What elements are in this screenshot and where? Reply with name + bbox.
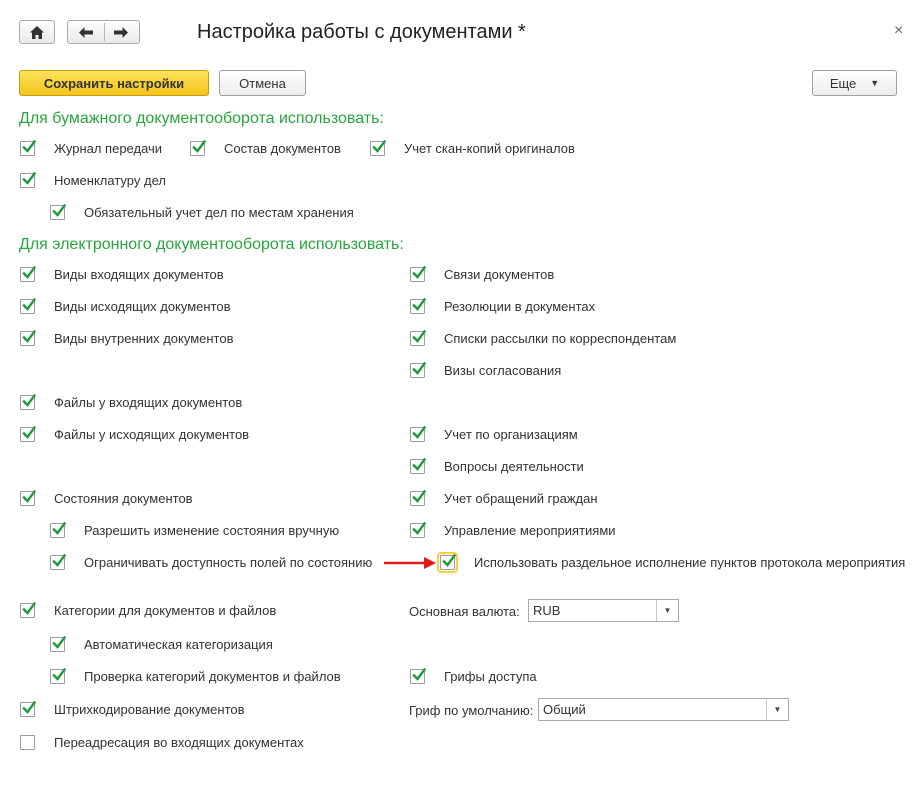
checkmark-icon [412, 458, 426, 472]
storage-label: Обязательный учет дел по местам хранения [84, 205, 354, 220]
check-categories-label: Проверка категорий документов и файлов [84, 669, 341, 684]
checkmark-icon [192, 140, 206, 154]
close-icon[interactable]: × [894, 22, 904, 39]
incoming-types-label: Виды входящих документов [54, 267, 224, 282]
currency-label: Основная валюта: [409, 604, 520, 619]
forward-button[interactable] [104, 27, 140, 38]
journal-checkbox[interactable] [20, 141, 35, 156]
back-button[interactable] [68, 27, 104, 38]
citizens-checkbox[interactable] [410, 491, 425, 506]
readdress-checkbox[interactable] [20, 735, 35, 750]
mailing-checkbox[interactable] [410, 331, 425, 346]
home-icon [30, 26, 44, 39]
separate-execution-label: Использовать раздельное исполнение пунктов протокола мероприятия [474, 555, 906, 570]
scans-label: Учет скан-копий оригиналов [404, 141, 575, 156]
checkmark-icon [22, 172, 36, 186]
incoming-types-checkbox[interactable] [20, 267, 35, 282]
visas-checkbox[interactable] [410, 363, 425, 378]
checkmark-icon [412, 668, 426, 682]
readdress-label: Переадресация во входящих документах [54, 735, 304, 750]
organizations-label: Учет по организациям [444, 427, 578, 442]
restrict-fields-label: Ограничивать доступность полей по состоянию [84, 555, 373, 570]
checkmark-icon [22, 394, 36, 408]
checkmark-icon [52, 668, 66, 682]
incoming-files-checkbox[interactable] [20, 395, 35, 410]
activity-checkbox[interactable] [410, 459, 425, 474]
outgoing-types-checkbox[interactable] [20, 299, 35, 314]
checkmark-icon [412, 362, 426, 376]
currency-value: RUB [533, 603, 561, 618]
resolutions-checkbox[interactable] [410, 299, 425, 314]
checkmark-icon [22, 602, 36, 616]
internal-types-label: Виды внутренних документов [54, 331, 234, 346]
barcoding-label: Штрихкодирование документов [54, 702, 245, 717]
composition-label: Состав документов [224, 141, 341, 156]
composition-checkbox[interactable] [190, 141, 205, 156]
states-checkbox[interactable] [20, 491, 35, 506]
cancel-button[interactable]: Отмена [219, 70, 306, 96]
auto-categorization-label: Автоматическая категоризация [84, 637, 273, 652]
outgoing-files-checkbox[interactable] [20, 427, 35, 442]
links-label: Связи документов [444, 267, 555, 282]
categories-checkbox[interactable] [20, 603, 35, 618]
scans-checkbox[interactable] [370, 141, 385, 156]
checkmark-icon [22, 266, 36, 280]
chevron-down-icon: ▼ [870, 78, 880, 88]
paper-section-heading: Для бумажного документооборота использовать: [19, 110, 384, 127]
arrow-left-icon [79, 27, 93, 38]
resolutions-label: Резолюции в документах [444, 299, 596, 314]
checkmark-icon [52, 554, 66, 568]
events-checkbox[interactable] [410, 523, 425, 538]
organizations-checkbox[interactable] [410, 427, 425, 442]
mailing-label: Списки рассылки по корреспондентам [444, 331, 677, 346]
save-settings-button[interactable]: Сохранить настройки [19, 70, 209, 96]
nomenclature-checkbox[interactable] [20, 173, 35, 188]
check-categories-checkbox[interactable] [50, 669, 65, 684]
manual-state-checkbox[interactable] [50, 523, 65, 538]
checkmark-icon [412, 266, 426, 280]
checkmark-icon [22, 490, 36, 504]
checkmark-icon [412, 490, 426, 504]
access-stamps-checkbox[interactable] [410, 669, 425, 684]
states-label: Состояния документов [54, 491, 193, 506]
outgoing-types-label: Виды исходящих документов [54, 299, 231, 314]
checkmark-icon [412, 298, 426, 312]
auto-categorization-checkbox[interactable] [50, 637, 65, 652]
currency-select[interactable] [528, 599, 679, 622]
annotation-arrow-icon [384, 556, 436, 570]
nomenclature-label: Номенклатуру дел [54, 173, 166, 188]
categories-label: Категории для документов и файлов [54, 603, 277, 618]
checkmark-icon [22, 701, 36, 715]
checkmark-icon [52, 204, 66, 218]
more-button[interactable] [812, 70, 897, 96]
checkmark-icon [372, 140, 386, 154]
checkmark-icon [22, 426, 36, 440]
barcoding-checkbox[interactable] [20, 702, 35, 717]
manual-state-label: Разрешить изменение состояния вручную [84, 523, 340, 538]
checkmark-icon [442, 554, 456, 568]
storage-checkbox[interactable] [50, 205, 65, 220]
visas-label: Визы согласования [444, 363, 562, 378]
electronic-section-heading: Для электронного документооборота использовать: [19, 236, 404, 253]
journal-label: Журнал передачи [54, 141, 163, 156]
checkmark-icon [22, 330, 36, 344]
arrow-right-icon [114, 27, 128, 38]
access-stamps-label: Грифы доступа [444, 669, 537, 684]
events-label: Управление мероприятиями [444, 523, 616, 538]
nav-divider [104, 23, 105, 41]
home-button[interactable] [19, 20, 55, 44]
default-stamp-select[interactable] [538, 698, 789, 721]
restrict-fields-checkbox[interactable] [50, 555, 65, 570]
checkmark-icon [412, 522, 426, 536]
more-label: Еще [829, 75, 857, 91]
separate-execution-checkbox[interactable] [440, 555, 455, 570]
links-checkbox[interactable] [410, 267, 425, 282]
checkmark-icon [22, 298, 36, 312]
chevron-down-icon[interactable]: ▼ [656, 600, 678, 621]
page-title: Настройка работы с документами * [197, 21, 526, 43]
checkmark-icon [52, 522, 66, 536]
internal-types-checkbox[interactable] [20, 331, 35, 346]
checkmark-icon [22, 140, 36, 154]
checkmark-icon [52, 636, 66, 650]
checkmark-icon [412, 330, 426, 344]
citizens-label: Учет обращений граждан [444, 491, 598, 506]
default-stamp-label: Гриф по умолчанию: [409, 703, 534, 718]
outgoing-files-label: Файлы у исходящих документов [54, 427, 250, 442]
incoming-files-label: Файлы у входящих документов [54, 395, 243, 410]
activity-label: Вопросы деятельности [444, 459, 584, 474]
chevron-down-icon[interactable]: ▼ [766, 699, 788, 720]
default-stamp-value: Общий [543, 702, 586, 717]
checkmark-icon [412, 426, 426, 440]
